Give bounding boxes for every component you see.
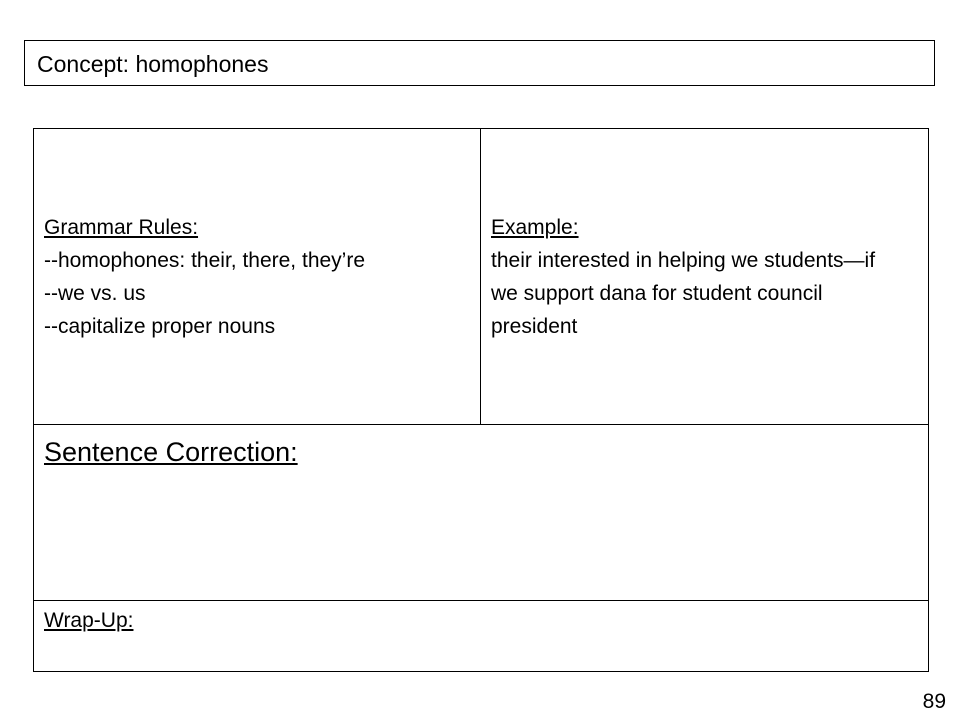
wrap-up-heading: Wrap-Up: <box>44 609 134 632</box>
grammar-rule-item: --capitalize proper nouns <box>44 314 276 338</box>
grammar-rules-heading: Grammar Rules: <box>44 215 199 239</box>
sentence-correction-heading: Sentence Correction: <box>44 437 298 467</box>
grammar-rule-item: --homophones: their, there, they’re <box>44 248 366 272</box>
concept-label: Concept: homophones <box>37 51 269 77</box>
sentence-correction-cell[interactable] <box>34 425 928 601</box>
grammar-rule-item: --we vs. us <box>44 281 146 305</box>
page-number: 89 <box>922 690 946 713</box>
concept-box <box>24 40 935 86</box>
wrap-up-cell[interactable] <box>34 601 928 671</box>
example-text: their interested in helping we students—if we support dana for student council president <box>491 248 876 338</box>
worksheet-grid <box>33 128 929 672</box>
example-heading: Example: <box>491 215 579 239</box>
grammar-rules-cell <box>34 129 481 425</box>
example-cell <box>481 129 928 425</box>
